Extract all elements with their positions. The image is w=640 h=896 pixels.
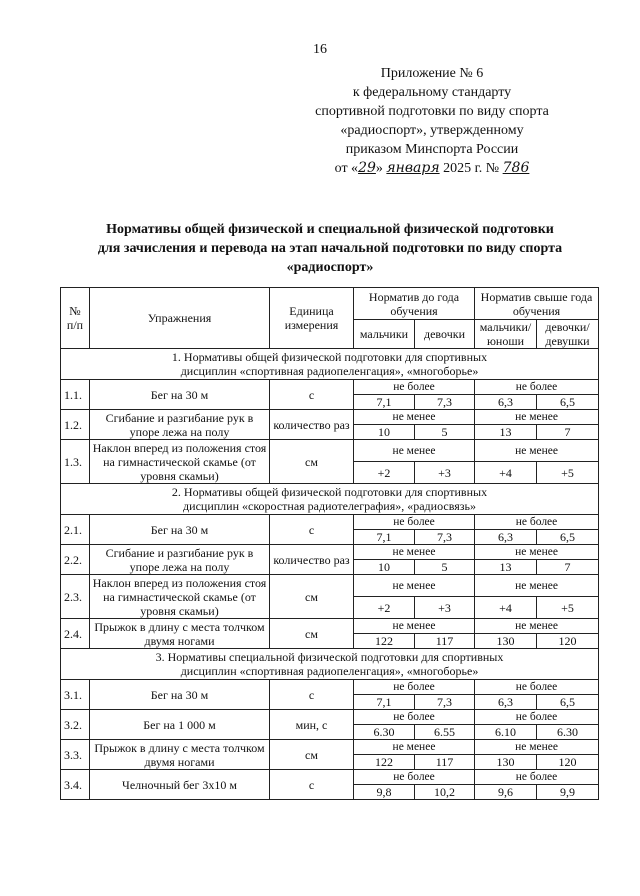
value-boys-youths: +4	[475, 597, 537, 619]
row-number: 1.3.	[61, 440, 90, 484]
value-boys: +2	[354, 597, 415, 619]
exercise-name: Бег на 30 м	[90, 380, 270, 410]
value-girls-young-women: 6,5	[537, 395, 599, 410]
value-boys: 6.30	[354, 725, 415, 740]
exercise-name: Наклон вперед из положения стоя на гимнастической скамье (от уровня скамьи)	[90, 440, 270, 484]
document-title	[60, 220, 600, 277]
condition-over-year: не менее	[475, 740, 599, 755]
row-number: 3.1.	[61, 680, 90, 710]
date-month: января	[386, 160, 440, 176]
value-boys: 122	[354, 755, 415, 770]
exercise-row	[61, 575, 599, 597]
value-boys-youths: +4	[475, 462, 537, 484]
row-number: 3.4.	[61, 770, 90, 800]
condition-over-year: не более	[475, 680, 599, 695]
unit-of-measure: см	[270, 575, 354, 619]
exercise-name: Бег на 30 м	[90, 680, 270, 710]
appendix-line: приказом Минспорта России	[345, 142, 519, 157]
value-boys-youths: 6,3	[475, 695, 537, 710]
value-girls: 7,3	[415, 395, 475, 410]
value-boys: 9,8	[354, 785, 415, 800]
appendix-block	[282, 64, 582, 178]
unit-of-measure: с	[270, 515, 354, 545]
value-boys: 10	[354, 425, 415, 440]
exercise-name: Наклон вперед из положения стоя на гимнастической скамье (от уровня скамьи)	[90, 575, 270, 619]
exercise-name: Сгибание и разгибание рук в упоре лежа на полу	[90, 545, 270, 575]
condition-over-year: не более	[475, 770, 599, 785]
order-number: 786	[502, 160, 530, 176]
value-girls-young-women: 6,5	[537, 695, 599, 710]
value-girls: 7,3	[415, 695, 475, 710]
unit-of-measure: с	[270, 770, 354, 800]
exercise-row	[61, 770, 599, 785]
appendix-line: Приложение № 6	[380, 66, 484, 81]
appendix-line: «радиоспорт», утвержденному	[340, 123, 524, 138]
value-girls-young-women: 6,5	[537, 530, 599, 545]
value-boys-youths: 13	[475, 425, 537, 440]
norms-body	[61, 349, 599, 800]
norms-table	[60, 287, 599, 800]
value-girls-young-women: 6.30	[537, 725, 599, 740]
value-girls: 5	[415, 425, 475, 440]
condition-over-year: не менее	[475, 619, 599, 634]
exercise-row	[61, 515, 599, 530]
header-unit: Единица измерения	[270, 288, 354, 349]
condition-over-year: не более	[475, 710, 599, 725]
date-prefix: от «	[334, 161, 359, 176]
row-number: 1.1.	[61, 380, 90, 410]
exercise-row	[61, 619, 599, 634]
header-row	[61, 288, 599, 320]
section-title-line: 2. Нормативы общей физической подготовки для спортивных	[171, 485, 488, 499]
exercise-row	[61, 545, 599, 560]
value-girls-young-women: 120	[537, 634, 599, 649]
unit-of-measure: с	[270, 380, 354, 410]
condition-over-year: не менее	[475, 545, 599, 560]
exercise-name: Бег на 1 000 м	[90, 710, 270, 740]
condition-first-year: не менее	[354, 740, 475, 755]
value-girls-young-women: 9,9	[537, 785, 599, 800]
row-number: 2.1.	[61, 515, 90, 545]
value-boys-youths: 6,3	[475, 395, 537, 410]
value-girls: +3	[415, 462, 475, 484]
value-boys: +2	[354, 462, 415, 484]
page-number: 16	[313, 42, 327, 57]
value-boys: 7,1	[354, 530, 415, 545]
row-number: 3.2.	[61, 710, 90, 740]
value-boys-youths: 9,6	[475, 785, 537, 800]
condition-over-year: не более	[475, 380, 599, 395]
title-line: Нормативы общей физической и специальной физической подготовки	[106, 222, 554, 237]
value-girls-young-women: 120	[537, 755, 599, 770]
row-number: 3.3.	[61, 740, 90, 770]
section-title-line: 3. Нормативы специальной физической подготовки для спортивных	[155, 650, 504, 664]
value-boys: 7,1	[354, 695, 415, 710]
exercise-name: Бег на 30 м	[90, 515, 270, 545]
date-year: 2025 г. №	[443, 161, 500, 176]
exercise-row	[61, 410, 599, 425]
section-title-line: 1. Нормативы общей физической подготовки для спортивных	[171, 350, 488, 364]
condition-over-year: не менее	[475, 575, 599, 597]
unit-of-measure: мин, с	[270, 710, 354, 740]
appendix-line: спортивной подготовки по виду спорта	[315, 104, 549, 119]
exercise-row	[61, 740, 599, 755]
value-girls: 117	[415, 634, 475, 649]
value-boys-youths: 130	[475, 634, 537, 649]
value-girls-young-women: 7	[537, 425, 599, 440]
section-title	[61, 349, 599, 380]
header-boys-youths: мальчики/ юноши	[475, 320, 537, 349]
value-girls: +3	[415, 597, 475, 619]
value-girls: 6.55	[415, 725, 475, 740]
header-group-first-year: Норматив до года обучения	[354, 288, 475, 320]
header-group-over-year: Норматив свыше года обучения	[475, 288, 599, 320]
exercise-row	[61, 380, 599, 395]
value-girls: 5	[415, 560, 475, 575]
value-boys: 122	[354, 634, 415, 649]
row-number: 2.3.	[61, 575, 90, 619]
condition-first-year: не менее	[354, 545, 475, 560]
exercise-row	[61, 440, 599, 462]
section-header-row	[61, 349, 599, 380]
appendix-date-line	[282, 159, 582, 178]
section-header-row	[61, 649, 599, 680]
unit-of-measure: количество раз	[270, 410, 354, 440]
header-boys: мальчики	[354, 320, 415, 349]
condition-first-year: не менее	[354, 440, 475, 462]
appendix-line: к федеральному стандарту	[352, 85, 512, 100]
unit-of-measure: количество раз	[270, 545, 354, 575]
section-title	[61, 484, 599, 515]
section-header-row	[61, 484, 599, 515]
value-boys: 10	[354, 560, 415, 575]
header-girls-young-women: девочки/ девушки	[537, 320, 599, 349]
condition-first-year: не менее	[354, 410, 475, 425]
condition-first-year: не более	[354, 380, 475, 395]
value-girls: 10,2	[415, 785, 475, 800]
value-boys: 7,1	[354, 395, 415, 410]
unit-of-measure: см	[270, 740, 354, 770]
exercise-name: Сгибание и разгибание рук в упоре лежа на полу	[90, 410, 270, 440]
value-girls: 117	[415, 755, 475, 770]
value-girls-young-women: +5	[537, 597, 599, 619]
condition-first-year: не более	[354, 515, 475, 530]
section-title	[61, 649, 599, 680]
exercise-row	[61, 680, 599, 695]
row-number: 1.2.	[61, 410, 90, 440]
unit-of-measure: см	[270, 440, 354, 484]
header-exercise: Упражнения	[90, 288, 270, 349]
value-girls: 7,3	[415, 530, 475, 545]
row-number: 2.4.	[61, 619, 90, 649]
condition-over-year: не менее	[475, 440, 599, 462]
date-day: 29	[358, 160, 376, 176]
condition-first-year: не менее	[354, 575, 475, 597]
condition-first-year: не более	[354, 680, 475, 695]
value-boys-youths: 13	[475, 560, 537, 575]
exercise-name: Прыжок в длину с места толчком двумя ногами	[90, 740, 270, 770]
section-title-line: дисциплин «спортивная радиопеленгация», «многоборье»	[180, 664, 479, 678]
value-boys-youths: 6.10	[475, 725, 537, 740]
condition-first-year: не менее	[354, 619, 475, 634]
section-title-line: дисциплин «скоростная радиотелеграфия», «радиосвязь»	[183, 499, 476, 513]
value-girls-young-women: 7	[537, 560, 599, 575]
condition-over-year: не более	[475, 515, 599, 530]
condition-first-year: не более	[354, 710, 475, 725]
unit-of-measure: см	[270, 619, 354, 649]
value-boys-youths: 130	[475, 755, 537, 770]
title-line: «радиоспорт»	[286, 260, 374, 275]
value-girls-young-women: +5	[537, 462, 599, 484]
date-mid: »	[375, 161, 383, 176]
exercise-row	[61, 710, 599, 725]
exercise-name: Прыжок в длину с места толчком двумя ногами	[90, 619, 270, 649]
unit-of-measure: с	[270, 680, 354, 710]
header-girls: девочки	[415, 320, 475, 349]
condition-first-year: не более	[354, 770, 475, 785]
section-title-line: дисциплин «спортивная радиопеленгация», «многоборье»	[180, 364, 479, 378]
exercise-name: Челночный бег 3х10 м	[90, 770, 270, 800]
row-number: 2.2.	[61, 545, 90, 575]
header-num: № п/п	[61, 288, 90, 349]
title-line: для зачисления и перевода на этап начальной подготовки по виду спорта	[97, 241, 563, 256]
value-boys-youths: 6,3	[475, 530, 537, 545]
condition-over-year: не менее	[475, 410, 599, 425]
